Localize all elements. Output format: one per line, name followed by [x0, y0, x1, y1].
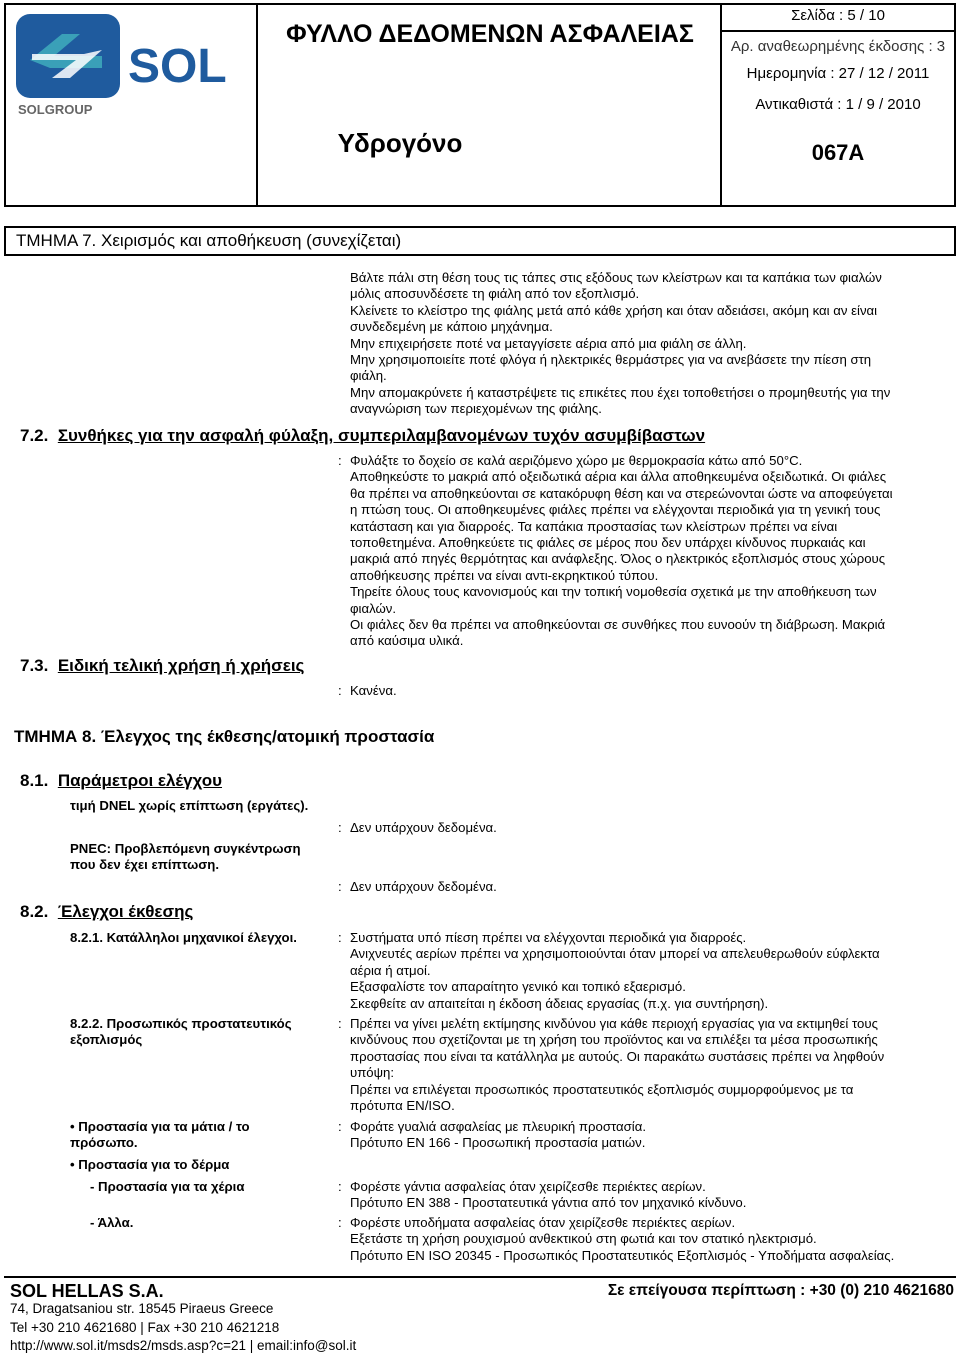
footer-divider	[4, 1276, 956, 1278]
storage-text: Φυλάξτε το δοχείο σε καλά αεριζόμενο χώρο με θερμοκρασία κάτω από 50°C. Αποθηκεύστε το μακριά από οξειδωτικά αέρια και άλλα αποθηκευμένα οξειδωτικά. Οι φιάλες θα πρέπει να αποθηκεύονται σε κατακόρυφη θέση και να στερεώνονται ώστε να αποφεύγεται η πτώση τους. Οι αποθηκευμένες φιάλες πρέπει να ελέγχονται περιοδικά για τη γενική τους κατάσταση και για διαρροές. Τα καπάκια προστασίας των κλείστρων πρέπει να είναι τοποθετημένα. Αποθηκεύετε τις φιάλες σε μέρος που δεν υπάρχει κίνδυνος πυρκαιάς και μακριά από πηγές θερμότητας και ανάφλεξης. Όλος ο ηλεκτρικός εξοπλισμός στους χώρους αποθήκευσης πρέπει να είναι αντι-εκρηκτικού τύπου. Τηρείτε όλους τους κανονισμούς και την τοπική νομοθεσία σχετικά με την αποθήκευση των φιαλών. Οι φιάλες δεν θα πρέπει να αποθηκεύονται σε συνθήκες που ευνοούν τη διάβρωση. Μακριά από καύσιμα υλικά.	[350, 453, 893, 649]
brand-name: SOL	[128, 40, 227, 93]
subsection-7-3-heading: 7.3. Ειδική τελική χρήση ή χρήσεις	[20, 656, 305, 675]
subsection-8-1-heading: 8.1. Παράμετροι ελέγχου	[20, 771, 223, 790]
pnec-value: Δεν υπάρχουν δεδομένα.	[350, 879, 497, 894]
section-7-title: ΤΜΗΜΑ 7. Χειρισμός και αποθήκευση (συνεχίζεται)	[16, 231, 402, 250]
eye-protection-text: Φοράτε γυαλιά ασφαλείας με πλευρική προστασία. Πρότυπο EN 166 - Προσωπική προστασία ματιών.	[350, 1119, 646, 1151]
pnec-label: PNEC: Προβλεπόμενη συγκέντρωση που δεν έχει επίπτωση.	[70, 841, 301, 873]
dnel-value: Δεν υπάρχουν δεδομένα.	[350, 820, 497, 835]
replaces-date: Αντικαθιστά : 1 / 9 / 2010	[755, 96, 921, 113]
section-8-title: ΤΜΗΜΑ 8. Έλεγχος της έκθεσης/ατομική προστασία	[14, 727, 435, 746]
hand-protection-text: Φορέστε γάντια ασφαλείας όταν χειρίζεσθε περιέκτες αερίων. Πρότυπο EN 388 - Προστατευτικά γάντια από τον μηχανικό κίνδυνο.	[350, 1179, 747, 1211]
company-phone: Tel +30 210 4621680 | Fax +30 210 4621218	[10, 1320, 280, 1335]
engineering-controls-label: 8.2.1. Κατάλληλοι μηχανικοί έλεγχοι.	[70, 930, 297, 945]
handling-text: Βάλτε πάλι στη θέση τους τις τάπες στις εξόδους των κλείστρων και τα καπάκια των φιαλών μόλις αποσυνδέσετε τη φιάλη από τον εξοπλισμό. Κλείνετε το κλείστρο της φιάλης μετά από κάθε χρήση και όταν αδειάσει, ακόμη και αν είναι συνδεδεμένη με κάποιο μηχάνημα. Μην επιχειρήσετε ποτέ να μεταγγίσετε αέρια από μια φιάλη σε άλλη. Μην χρησιμοποιείτε ποτέ φλόγα ή ηλεκτρικές θερμάστρες για να ανεβάσετε την πίεση στη φιάλη. Μην απομακρύνετε ή καταστρέψετε τις επικέτες που έχει τοποθετήσει ο προμηθευτής για την αναγνώριση των περιεχομένων της φιάλης.	[350, 270, 891, 417]
dnel-label: τιμή DNEL χωρίς επίπτωση (εργάτες).	[70, 798, 309, 813]
subsection-7-2-heading: 7.2. Συνθήκες για την ασφαλή φύλαξη, συμπεριλαμβανομένων τυχόν ασυμβίβαστων	[20, 426, 706, 445]
ppe-label: 8.2.2. Προσωπικός προστατευτικός εξοπλισμός	[70, 1016, 292, 1048]
skin-protection-label: • Προστασία για το δέρμα	[70, 1157, 230, 1172]
company-web[interactable]: http://www.sol.it/msds2/msds.asp?c=21 | email:info@sol.it	[10, 1338, 357, 1353]
revision-number: Αρ. αναθεωρημένης έκδοσης : 3	[730, 38, 946, 55]
company-address: 74, Dragatsaniou str. 18545 Piraeus Greece	[10, 1301, 274, 1316]
ppe-text: Πρέπει να γίνει μελέτη εκτίμησης κινδύνου για κάθε περιοχή εργασίας για να εκτιμηθεί τους κινδύνους που σχετίζονται με τη χρήση του προϊόντος και να επιλέξει τα μέσα προσωπικής προστασίας που είναι τα κατάλληλα με αυτούς. Οι παρακάτω συστάσεις πρέπει να ληφθούν υπόψη: Πρέπει να επιλέγεται προσωπικός προστατευτικός εξοπλισμός συμμορφούμενος με τα πρότυπα EN/ISO.	[350, 1016, 885, 1114]
engineering-controls-text: Συστήματα υπό πίεση πρέπει να ελέγχονται περιοδικά για διαρροές. Ανιχνευτές αερίων πρέπει να χρησιμοποιούνται όταν μπορεί να απελευθερωθούν εύφλεκτα αέρια ή ατμοί. Εξασφαλίστε τον απαραίτητο γενικό και τοπικό εξαερισμό. Σκεφθείτε αν απαιτείται η έκδοση άδειας εργασίας (π.χ. για συντήρηση).	[350, 930, 880, 1011]
header-divider	[256, 3, 258, 207]
brand-group: SOLGROUP	[18, 102, 93, 117]
other-protection-label: - Άλλα.	[90, 1215, 134, 1230]
other-protection-text: Φορέστε υποδήματα ασφαλείας όταν χειρίζεσθε περιέκτες αερίων. Εξετάστε τη χρήση ρουχισμού ανθεκτικού στη φωτιά και τον στατικό ηλεκτρισμό. Πρότυπο EN ISO 20345 - Προσωπικός Προστατευτικός Εξοπλισμός - Υποδήματα ασφαλείας.	[350, 1215, 895, 1263]
sol-logo	[10, 10, 250, 120]
subsection-8-2-heading: 8.2. Έλεγχοι έκθεσης	[20, 902, 194, 921]
company-name: SOL HELLAS S.A.	[10, 1281, 164, 1301]
specific-use-value: Κανένα.	[350, 683, 397, 698]
revision-date: Ημερομηνία : 27 / 12 / 2011	[746, 65, 930, 82]
product-code: 067A	[811, 140, 865, 165]
hand-protection-label: - Προστασία για τα χέρια	[90, 1179, 245, 1194]
eye-protection-label: • Προστασία για τα μάτια / το πρόσωπο.	[70, 1119, 250, 1151]
emergency-phone: Σε επείγουσα περίπτωση : +30 (0) 210 4621680	[607, 1282, 954, 1299]
header-divider	[720, 30, 956, 32]
section-7-bar	[4, 226, 956, 256]
product-name: Υδρογόνο	[337, 128, 463, 158]
page-number: Σελίδα : 5 / 10	[791, 7, 885, 24]
document-title: ΦΥΛΛΟ ΔΕΔΟΜΕΝΩΝ ΑΣΦΑΛΕΙΑΣ	[286, 20, 694, 48]
